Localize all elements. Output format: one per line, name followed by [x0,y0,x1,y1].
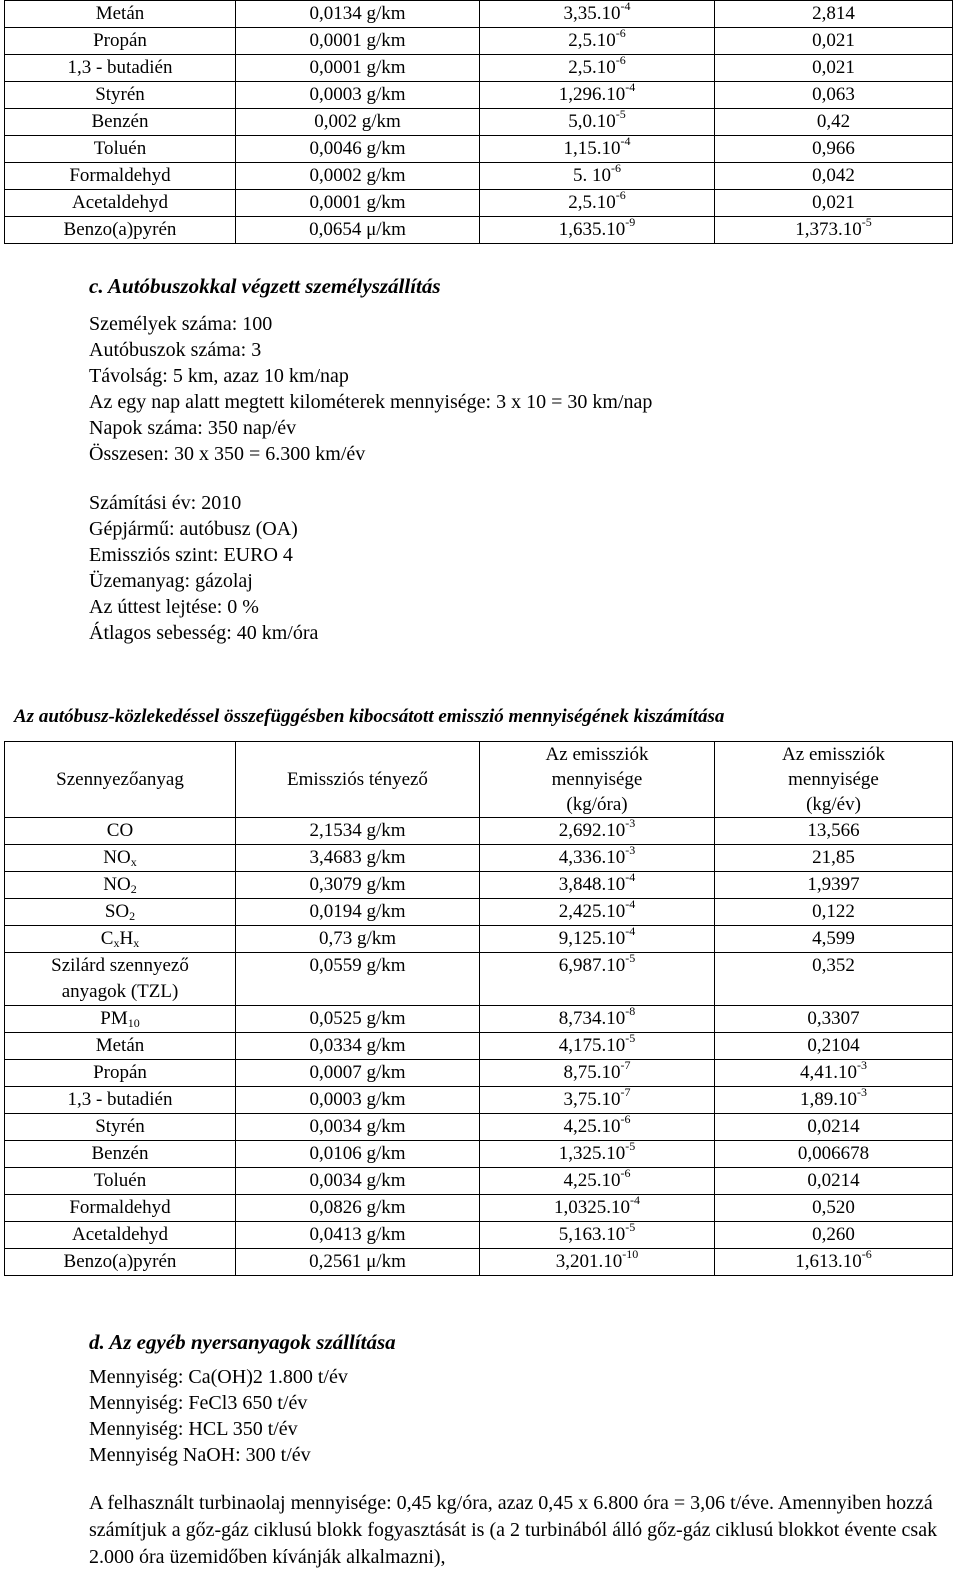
factor-cell: 2,1534 g/km [236,818,480,845]
annual-cell [715,845,953,872]
text-line: Autóbuszok száma: 3 [89,339,262,361]
factor-cell: 0,3079 g/km [236,872,480,899]
value-mantissa: 0,006678 [797,1143,870,1164]
table-row [5,899,953,926]
value-exponent: -6 [615,53,626,67]
bus-emission-table [4,741,953,1276]
hourly-cell [480,1222,715,1249]
table-row [5,217,953,244]
text-line: Számítási év: 2010 [89,492,242,514]
table-row [5,163,953,190]
annual-cell [715,190,953,217]
value-mantissa: 21,85 [812,847,855,868]
value-mantissa: 2,814 [812,3,855,24]
factor-cell: 0,002 g/km [236,109,480,136]
annual-cell [715,55,953,82]
value-mantissa: 1,9397 [807,874,860,895]
header-pollutant: Szennyezőanyag [5,742,236,818]
annual-cell [715,136,953,163]
annual-cell [715,1114,953,1141]
factor-cell: 0,0034 g/km [236,1168,480,1195]
hourly-cell [480,109,715,136]
value-mantissa: 1,89.10 [800,1089,857,1110]
pollutant-subscript: x [130,855,137,869]
value-mantissa: 0,352 [812,955,855,976]
text-line: Üzemanyag: gázolaj [89,570,253,592]
bus-table-caption: Az autóbusz-közlekedéssel összefüggésben kibocsátott emisszió mennyiségének kiszámítása [14,706,725,727]
pollutant-subscript: x [133,936,140,950]
value-exponent: -5 [615,107,626,121]
value-mantissa: 1,373.10 [795,219,862,240]
pollutant-name: Szilárd szennyező [51,955,189,976]
pollutant-name: SO [104,901,130,922]
hourly-cell [480,1087,715,1114]
value-exponent: -6 [611,161,621,175]
pollutant-name: Propán [93,1062,147,1083]
annual-cell [715,1168,953,1195]
value-exponent: -6 [620,1112,631,1126]
value-mantissa: 4,25.10 [563,1170,621,1191]
factor-cell: 0,0001 g/km [236,28,480,55]
value-exponent: -5 [625,1220,636,1234]
pollutant-name: Formaldehyd [69,1197,171,1218]
factor-cell: 0,0334 g/km [236,1033,480,1060]
text-line: Mennyiség: FeCl3 650 t/év [89,1392,308,1414]
factor-cell: 0,0034 g/km [236,1114,480,1141]
pollutant-cell [5,1087,236,1114]
factor-cell: 0,0003 g/km [236,82,480,109]
value-exponent: -4 [620,134,631,148]
hourly-cell [480,163,715,190]
value-mantissa: 1,296.10 [558,84,626,105]
annual-cell [715,1195,953,1222]
hourly-cell [480,55,715,82]
hourly-cell [480,1195,715,1222]
text-line: Emissziós szint: EURO 4 [89,544,293,566]
value-mantissa: 2,692.10 [558,820,626,841]
value-exponent: -4 [625,870,636,884]
text-line: Összesen: 30 x 350 = 6.300 km/év [89,443,366,465]
pollutant-name: Benzo(a)pyrén [63,1251,177,1272]
hourly-cell [480,190,715,217]
annual-cell [715,1087,953,1114]
factor-cell: 0,0194 g/km [236,899,480,926]
hourly-cell [480,1168,715,1195]
annual-cell [715,953,953,1006]
hourly-cell [480,1249,715,1276]
pollutant-subscript: 2 [129,909,136,923]
table-row [5,82,953,109]
text-line: Mennyiség: HCL 350 t/év [89,1418,298,1440]
pollutant-cell [5,1195,236,1222]
table-row [5,1195,953,1222]
factor-cell: 0,0413 g/km [236,1222,480,1249]
factor-cell: 0,0559 g/km [236,953,480,1006]
value-mantissa: 3,75.10 [563,1089,621,1110]
table-row [5,1168,953,1195]
hourly-cell [480,1114,715,1141]
pollutant-name: Styrén [95,1116,145,1137]
pollutant-cell [5,1222,236,1249]
pollutant-cell: Acetaldehyd [5,190,236,217]
turbine-oil-paragraph: A felhasznált turbinaolaj mennyisége: 0,45 kg/óra, azaz 0,45 x 6.800 óra = 3,06 t/éve. Amennyiben hozzá számítjuk a gőz-gáz ciklusú blokk fogyasztását is (a 2 turbinából álló gőz-gáz ciklusú blokkot évente csak 2.000 óra üzemidőben kívánják alkalmazni), [89,1492,938,1568]
value-exponent: -3 [857,1058,867,1072]
value-exponent: -3 [857,1085,867,1099]
hourly-cell [480,1033,715,1060]
pollutant-name: 1,3 - butadién [67,1089,173,1110]
section-d-title: d. Az egyéb nyersanyagok szállítása [89,1330,396,1354]
value-mantissa: 8,734.10 [558,1008,626,1029]
factor-cell: 0,0001 g/km [236,190,480,217]
value-exponent: -8 [625,1004,636,1018]
hourly-cell [480,136,715,163]
text-line: Átlagos sebesség: 40 km/óra [89,622,319,644]
value-exponent: -6 [615,188,626,202]
hourly-cell [480,82,715,109]
hourly-cell [480,1,715,28]
pollutant-subscript: 2 [130,882,137,896]
pollutant-cell [5,1033,236,1060]
table-header-row [5,742,953,818]
header-annual: Az emissziók mennyisége (kg/év) [715,742,953,818]
value-mantissa: 0,021 [812,57,855,78]
text-line: Mennyiség: Ca(OH)2 1.800 t/év [89,1366,348,1388]
value-exponent: -6 [861,1247,872,1261]
text-line: Személyek száma: 100 [89,313,273,335]
value-mantissa: 1,635.10 [558,219,626,240]
table-row [5,109,953,136]
pollutant-cell: Styrén [5,82,236,109]
text-line: Az úttest lejtése: 0 % [89,596,259,618]
value-mantissa: 4,175.10 [558,1035,626,1056]
annual-cell [715,1006,953,1033]
value-mantissa: 6,987.10 [558,955,626,976]
value-mantissa: 0,3307 [807,1008,860,1029]
hourly-cell [480,1141,715,1168]
hourly-cell [480,872,715,899]
pollutant-cell [5,1006,236,1033]
pollutant-cell [5,1249,236,1276]
value-exponent: -4 [620,0,631,13]
value-exponent: -7 [620,1058,631,1072]
value-exponent: -4 [625,80,636,94]
value-exponent: -5 [625,1031,636,1045]
table-row [5,55,953,82]
table-row [5,1141,953,1168]
pollutant-cell [5,818,236,845]
bus-parameters-block [89,311,652,467]
factor-cell: 3,4683 g/km [236,845,480,872]
value-mantissa: 1,613.10 [795,1251,862,1272]
value-mantissa: 0,42 [816,111,851,132]
value-exponent: -4 [630,1193,640,1207]
hourly-cell [480,845,715,872]
table-row [5,818,953,845]
value-exponent: -6 [615,26,626,40]
pollutant-name: C [100,928,114,949]
table-row [5,845,953,872]
pollutant-name: Benzén [91,1143,149,1164]
value-mantissa: 1,15.10 [563,138,621,159]
annual-cell [715,1033,953,1060]
pollutant-name: Acetaldehyd [71,1224,168,1245]
hourly-cell [480,926,715,953]
value-exponent: -7 [620,1085,631,1099]
value-mantissa: 4,336.10 [558,847,626,868]
value-mantissa: 0,122 [812,901,855,922]
value-exponent: -9 [625,215,636,229]
section-c-title: c. Autóbuszokkal végzett személyszállítás [89,274,441,298]
hourly-cell [480,818,715,845]
annual-cell [715,926,953,953]
emission-table-continued [4,0,953,244]
table-row [5,1087,953,1114]
table-row [5,872,953,899]
value-exponent: -5 [625,951,636,965]
table-row [5,1222,953,1249]
hourly-cell [480,1006,715,1033]
annual-cell [715,1222,953,1249]
text-line: Távolság: 5 km, azaz 10 km/nap [89,365,349,387]
value-exponent: -4 [625,897,636,911]
factor-cell: 0,0826 g/km [236,1195,480,1222]
value-mantissa: 9,125.10 [558,928,626,949]
value-mantissa: 0,042 [812,165,855,186]
value-mantissa: 0,260 [812,1224,855,1245]
pollutant-name: Metán [95,1035,145,1056]
text-line: Mennyiség NaOH: 300 t/év [89,1444,311,1466]
table-row [5,953,953,1006]
pollutant-subscript: x [113,936,120,950]
factor-cell: 0,0001 g/km [236,55,480,82]
value-mantissa: 0,021 [812,30,855,51]
table-row [5,190,953,217]
annual-cell [715,872,953,899]
pollutant-cell: 1,3 - butadién [5,55,236,82]
value-mantissa: 0,0214 [807,1170,860,1191]
factor-cell: 0,73 g/km [236,926,480,953]
value-mantissa: 2,5.10 [568,57,616,78]
pollutant-cell: Metán [5,1,236,28]
annual-cell [715,82,953,109]
pollutant-name: NO [103,874,131,895]
value-exponent: -6 [620,1166,631,1180]
value-mantissa: 4,599 [812,928,855,949]
annual-cell [715,1249,953,1276]
factor-cell: 0,0046 g/km [236,136,480,163]
pollutant-name: H [119,928,134,949]
annual-cell [715,1,953,28]
hourly-cell [480,28,715,55]
text-line: Az egy nap alatt megtett kilométerek mennyisége: 3 x 10 = 30 km/nap [89,391,653,413]
header-hourly: Az emissziók mennyisége (kg/óra) [480,742,715,818]
value-mantissa: 3,848.10 [558,874,626,895]
table-row [5,1,953,28]
calculation-parameters-block [89,490,318,646]
pollutant-cell [5,899,236,926]
pollutant-cell [5,1168,236,1195]
value-mantissa: 5. 10 [573,165,611,186]
hourly-cell [480,217,715,244]
table-row [5,1033,953,1060]
pollutant-cell: Benzén [5,109,236,136]
factor-cell: 0,0525 g/km [236,1006,480,1033]
table-row [5,1060,953,1087]
pollutant-name: CO [106,820,134,841]
table-row [5,1249,953,1276]
value-mantissa: 5,163.10 [558,1224,626,1245]
pollutant-cell [5,1114,236,1141]
factor-cell: 0,0003 g/km [236,1087,480,1114]
value-exponent: -5 [625,1139,636,1153]
value-mantissa: 2,5.10 [568,30,616,51]
annual-cell [715,109,953,136]
header-factor: Emissziós tényező [236,742,480,818]
annual-cell [715,28,953,55]
value-mantissa: 0,966 [812,138,855,159]
hourly-cell [480,899,715,926]
factor-cell: 0,2561 μ/km [236,1249,480,1276]
table-row [5,136,953,163]
value-mantissa: 5,0.10 [568,111,616,132]
text-line: Gépjármű: autóbusz (OA) [89,518,298,540]
pollutant-cell: Toluén [5,136,236,163]
hourly-cell [480,953,715,1006]
table-row [5,28,953,55]
factor-cell: 0,0007 g/km [236,1060,480,1087]
annual-cell [715,818,953,845]
value-mantissa: 0,021 [812,192,855,213]
value-mantissa: 2,425.10 [558,901,626,922]
value-mantissa: 4,25.10 [563,1116,621,1137]
pollutant-name-cont: anyagok (TZL) [61,981,179,1002]
factor-cell: 0,0654 μ/km [236,217,480,244]
annual-cell [715,1141,953,1168]
table-row [5,1114,953,1141]
value-mantissa: 1,0325.10 [554,1197,630,1218]
value-exponent: -3 [625,816,636,830]
value-exponent: -10 [622,1247,639,1261]
value-mantissa: 0,520 [812,1197,855,1218]
value-mantissa: 13,566 [807,820,860,841]
value-mantissa: 3,35.10 [563,3,621,24]
pollutant-cell [5,845,236,872]
annual-cell [715,1060,953,1087]
pollutant-cell: Propán [5,28,236,55]
text-line: Napok száma: 350 nap/év [89,417,297,439]
value-exponent: -5 [861,215,872,229]
factor-cell: 0,0002 g/km [236,163,480,190]
pollutant-name: PM [100,1008,128,1029]
value-exponent: -4 [625,924,636,938]
pollutant-cell [5,1060,236,1087]
hourly-cell [480,1060,715,1087]
value-mantissa: 1,325.10 [558,1143,626,1164]
annual-cell [715,163,953,190]
value-mantissa: 0,2104 [807,1035,860,1056]
value-mantissa: 0,0214 [807,1116,860,1137]
pollutant-cell: Formaldehyd [5,163,236,190]
pollutant-cell [5,926,236,953]
value-mantissa: 0,063 [812,84,855,105]
pollutant-cell [5,1141,236,1168]
table-row [5,926,953,953]
value-mantissa: 3,201.10 [555,1251,623,1272]
annual-cell [715,899,953,926]
factor-cell: 0,0134 g/km [236,1,480,28]
value-mantissa: 4,41.10 [800,1062,857,1083]
table-row [5,1006,953,1033]
factor-cell: 0,0106 g/km [236,1141,480,1168]
pollutant-name: Toluén [93,1170,147,1191]
value-mantissa: 8,75.10 [563,1062,621,1083]
pollutant-name: NO [103,847,131,868]
raw-materials-block [89,1364,348,1468]
pollutant-cell [5,872,236,899]
value-mantissa: 2,5.10 [568,192,616,213]
pollutant-cell: Benzo(a)pyrén [5,217,236,244]
annual-cell [715,217,953,244]
pollutant-subscript: 10 [127,1016,140,1030]
value-exponent: -3 [625,843,636,857]
pollutant-cell [5,953,236,1006]
